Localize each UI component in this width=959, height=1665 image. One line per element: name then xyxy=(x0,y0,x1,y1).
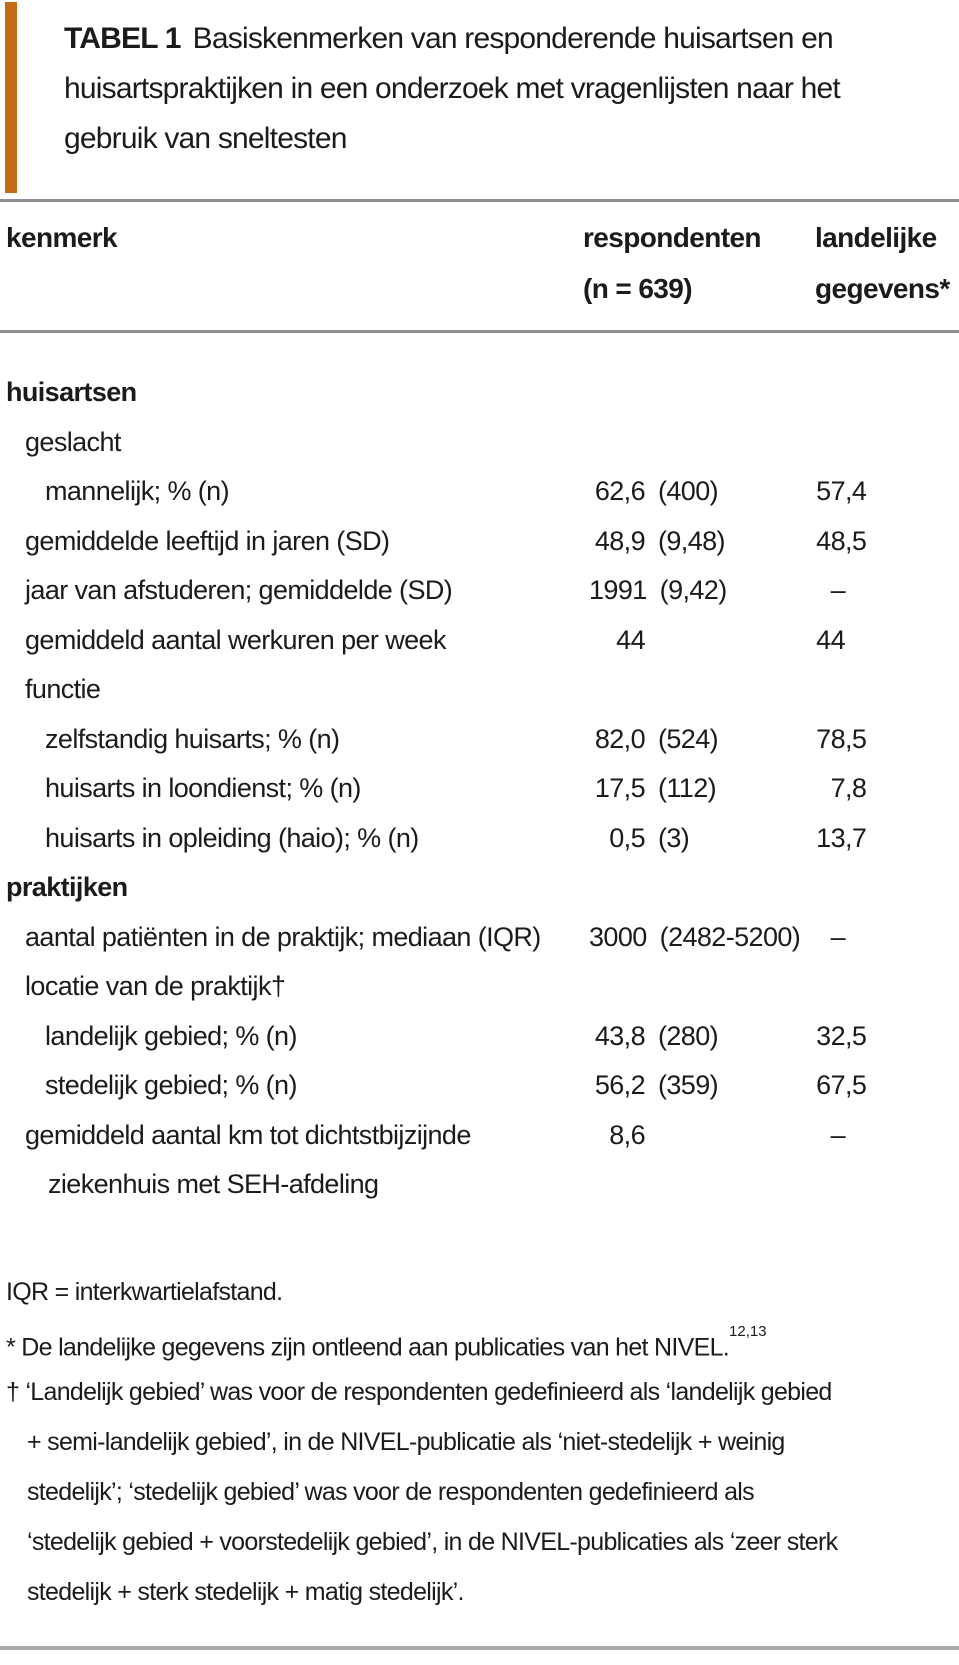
row-label: praktijken xyxy=(6,872,128,902)
value-landelijke-gegevens: 32,5 xyxy=(816,1020,867,1051)
column-header-landelijke-gegevens xyxy=(815,212,950,314)
row-label: jaar van afstuderen; gemiddelde (SD) xyxy=(25,575,453,605)
column-header-landelijke-line1: landelijke xyxy=(815,222,937,253)
value-landelijke-gegevens: – xyxy=(830,921,845,952)
top-divider xyxy=(0,199,959,202)
row-label: huisarts in opleiding (haio); % (n) xyxy=(45,822,419,853)
value-landelijke-gegevens: 48,5 xyxy=(816,525,867,556)
table-row xyxy=(0,1111,959,1161)
column-header-landelijke-line2: gegevens* xyxy=(815,273,950,304)
value-respondenten: 0,5 (3) xyxy=(609,822,690,853)
column-header-kenmerk: kenmerk xyxy=(6,222,117,253)
row-label: zelfstandig huisarts; % (n) xyxy=(45,723,340,754)
table-row xyxy=(0,665,959,715)
row-label: stedelijk gebied; % (n) xyxy=(45,1070,297,1100)
table-number: TABEL 1 xyxy=(64,22,181,55)
footnote-line: ‘stedelijk gebied + voorstedelijk gebied’, in de NIVEL-publicaties als ‘zeer sterk xyxy=(27,1528,838,1556)
table-row xyxy=(0,566,959,616)
table-row xyxy=(0,1160,959,1210)
footnote-line: IQR = interkwartielafstand. xyxy=(6,1278,283,1306)
column-header-respondenten xyxy=(583,212,761,314)
bottom-divider xyxy=(0,1646,959,1650)
value-respondenten: 43,8 (280) xyxy=(594,1020,719,1051)
row-label: gemiddeld aantal werkuren per week xyxy=(25,624,446,655)
table-row xyxy=(0,1061,959,1111)
row-label: aantal patiënten in de praktijk; mediaan (IQR) xyxy=(25,921,541,952)
title-line: huisartspraktijken in een onderzoek met vragenlijsten naar het xyxy=(64,72,840,105)
table-row xyxy=(0,616,959,666)
row-label: geslacht xyxy=(25,426,121,457)
row-label: gemiddelde leeftijd in jaren (SD) xyxy=(25,525,390,556)
row-label: landelijk gebied; % (n) xyxy=(45,1020,297,1051)
footnote-line: stedelijk + sterk stedelijk + matig stedelijk’. xyxy=(27,1578,464,1606)
footnote-line: + semi-landelijk gebied’, in de NIVEL-publicatie als ‘niet-stedelijk + weinig xyxy=(27,1428,785,1456)
table-row xyxy=(0,962,959,1012)
row-label: gemiddeld aantal km tot dichtstbijzijnde xyxy=(25,1119,471,1150)
value-landelijke-gegevens: 78,5 xyxy=(816,723,867,754)
accent-bar xyxy=(5,2,17,193)
value-landelijke-gegevens: – xyxy=(830,1119,845,1150)
column-header-respondenten-line1: respondenten xyxy=(583,222,761,253)
value-landelijke-gegevens: 13,7 xyxy=(816,822,867,853)
row-label: locatie van de praktijk† xyxy=(25,971,286,1001)
value-respondenten: 56,2 (359) xyxy=(594,1070,719,1100)
table-row xyxy=(0,467,959,517)
value-respondenten: 17,5 (112) xyxy=(594,773,717,803)
value-respondenten: 8,6 xyxy=(609,1119,645,1150)
footnote-line: stedelijk’; ‘stedelijk gebied’ was voor de respondenten gedefinieerd als xyxy=(27,1478,754,1506)
value-landelijke-gegevens: 67,5 xyxy=(816,1070,867,1100)
value-respondenten: 82,0 (524) xyxy=(594,723,719,754)
row-label: huisarts in loondienst; % (n) xyxy=(45,773,361,803)
table-row xyxy=(0,368,959,418)
table-row xyxy=(0,418,959,468)
title-line: gebruik van sneltesten xyxy=(64,122,347,155)
column-header-respondenten-line2: (n = 639) xyxy=(583,273,692,304)
table-body xyxy=(0,368,959,1210)
table-row xyxy=(0,764,959,814)
table-row xyxy=(0,913,959,963)
value-landelijke-gegevens: – xyxy=(830,575,845,605)
table-row xyxy=(0,715,959,765)
value-landelijke-gegevens: 57,4 xyxy=(816,476,867,506)
table-title xyxy=(64,14,944,164)
table-row xyxy=(0,863,959,913)
value-landelijke-gegevens: 44 xyxy=(816,624,845,655)
value-respondenten: 44 xyxy=(616,624,645,655)
reference-superscript: 12,13 xyxy=(729,1323,767,1340)
title-line: TABEL 1 Basiskenmerken van responderende huisartsen en xyxy=(64,22,833,55)
footnotes xyxy=(0,1267,959,1617)
footnote-line: * De landelijke gegevens zijn ontleend aan publicaties van het NIVEL.$^{12,13}$ xyxy=(6,1323,767,1362)
value-respondenten: 48,9 (9,48) xyxy=(594,525,725,556)
table-row xyxy=(0,1012,959,1062)
row-label: functie xyxy=(25,674,101,704)
value-respondenten: 62,6 (400) xyxy=(594,476,719,506)
table-row xyxy=(0,814,959,864)
row-label: huisartsen xyxy=(6,377,137,407)
row-label: mannelijk; % (n) xyxy=(45,476,229,506)
footnote-line: † ‘Landelijk gebied’ was voor de respondenten gedefinieerd als ‘landelijk gebied xyxy=(6,1378,832,1406)
table-row xyxy=(0,517,959,567)
row-label: ziekenhuis met SEH-afdeling xyxy=(48,1169,379,1199)
value-respondenten: 3000 (2482-5200) xyxy=(589,921,801,952)
header-divider xyxy=(0,330,959,333)
value-respondenten: 1991 (9,42) xyxy=(589,575,727,605)
value-landelijke-gegevens: 7,8 xyxy=(830,773,867,803)
